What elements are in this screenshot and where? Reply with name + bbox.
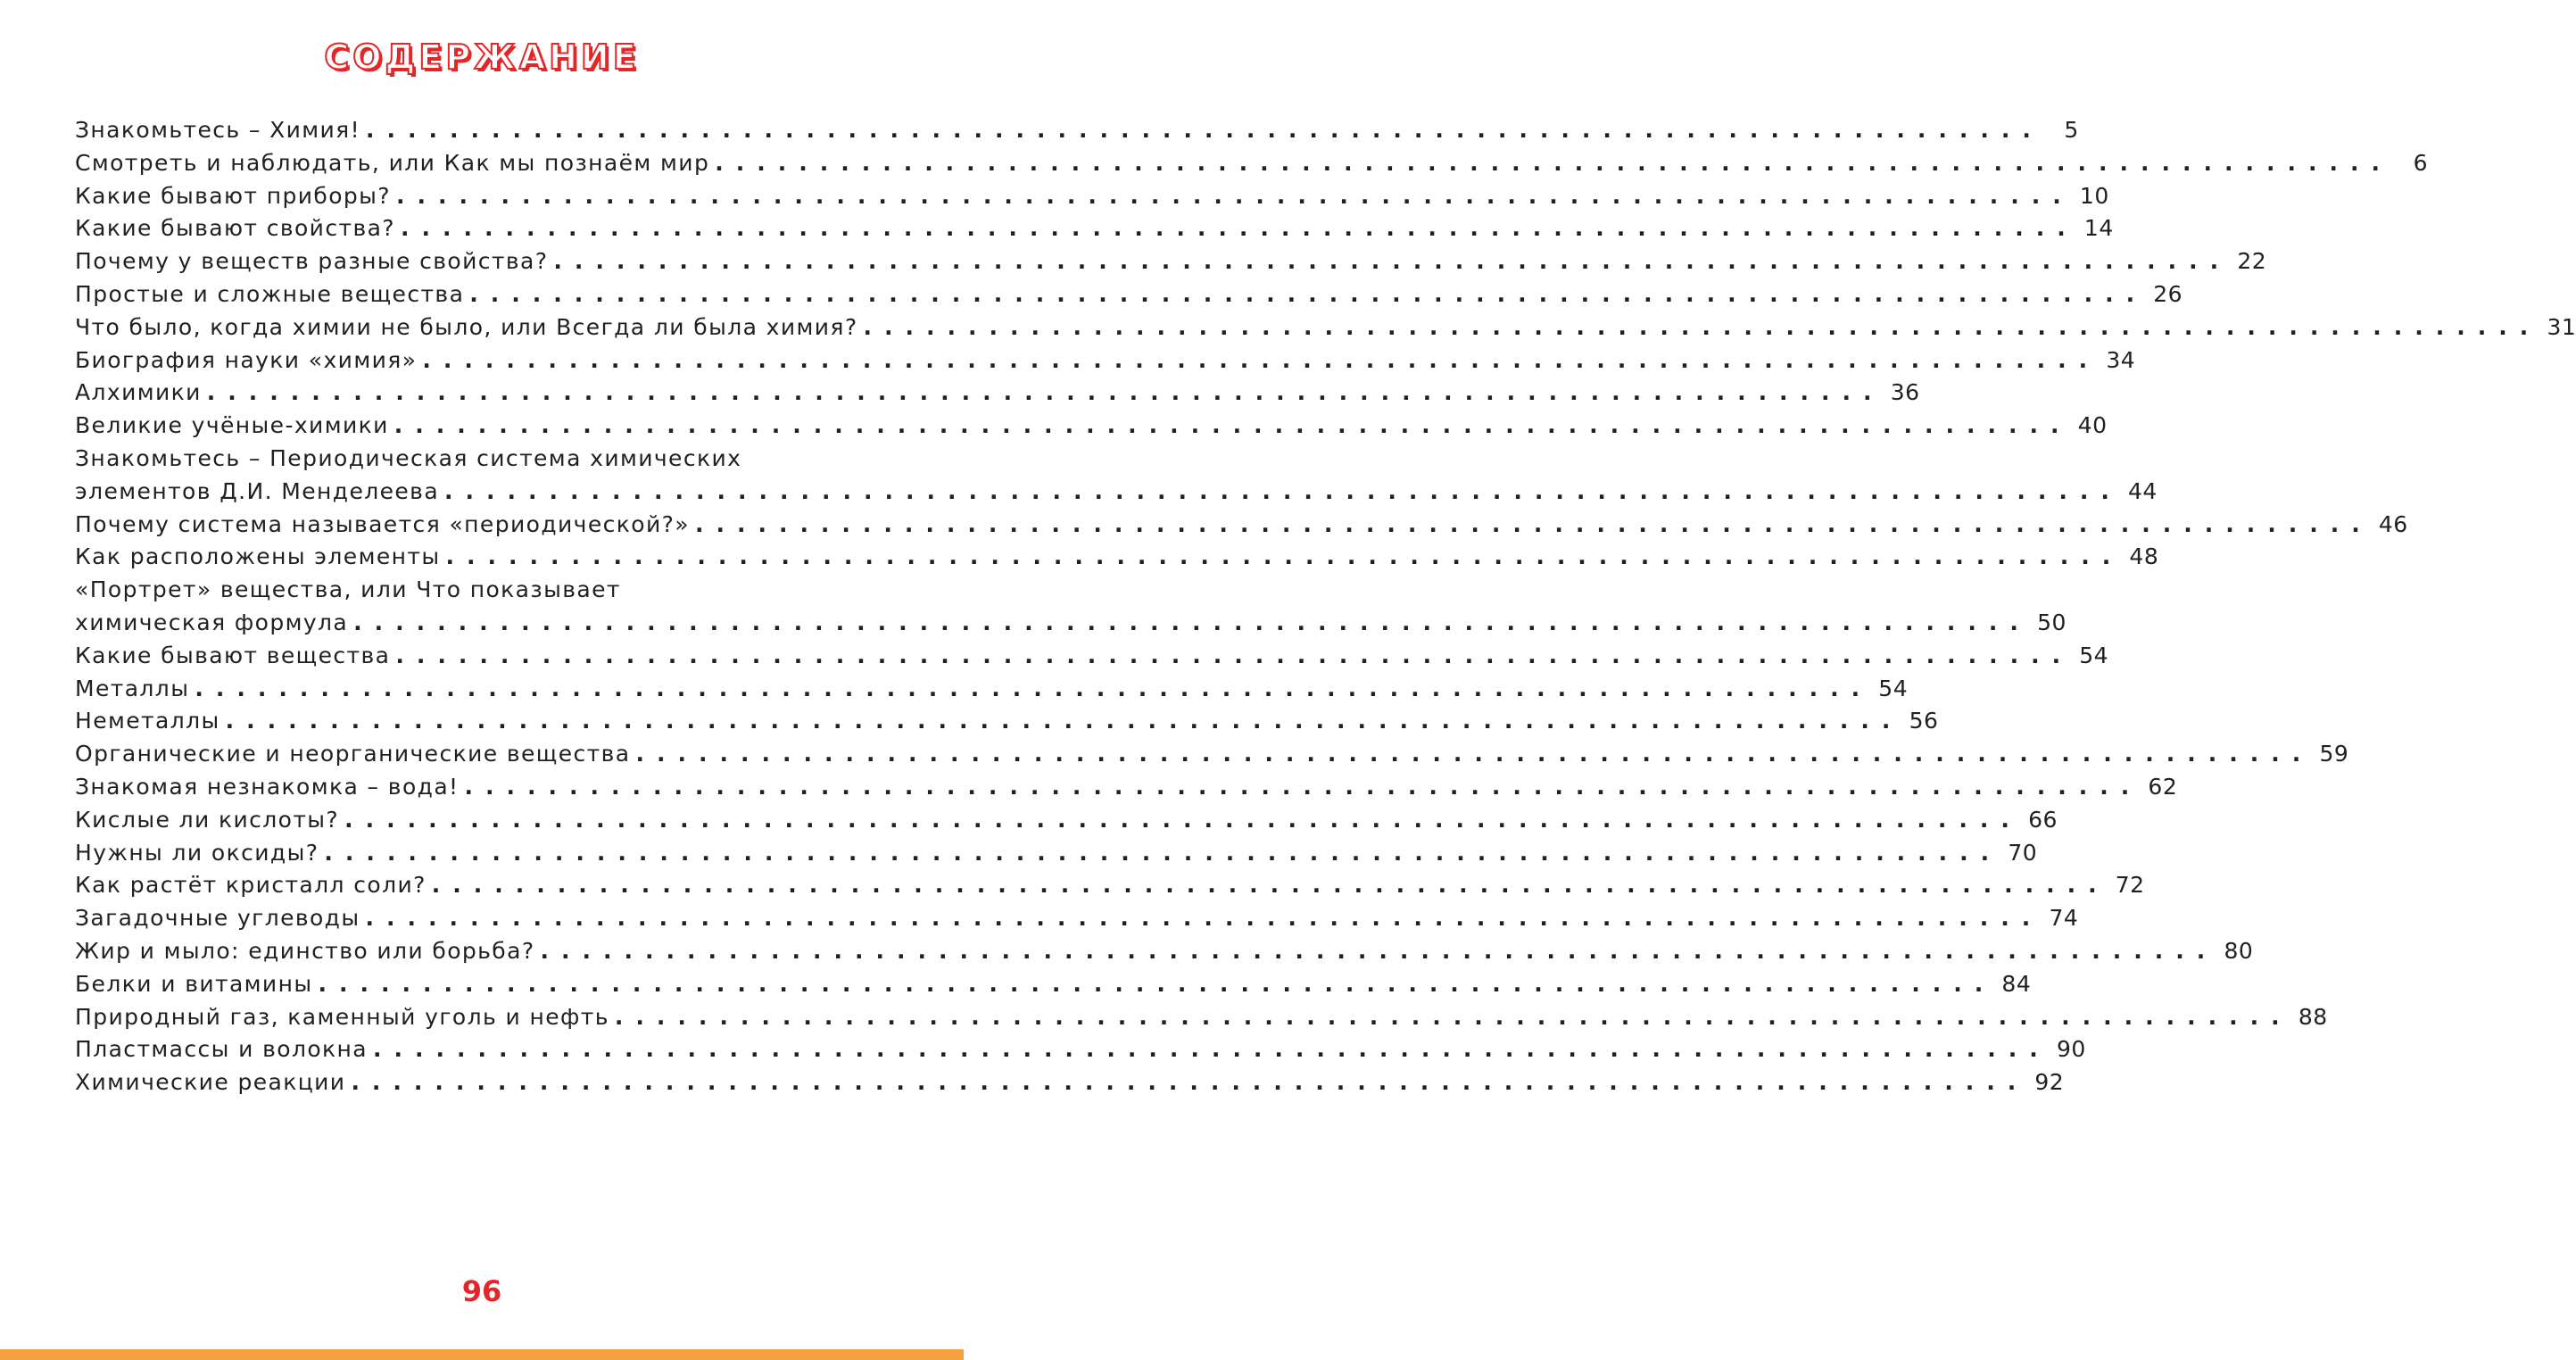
- toc-leader-dots: ................................................................................: [365, 905, 2043, 932]
- toc-entry-page: 74: [2049, 905, 2079, 932]
- toc-entry-title: Алхимики: [75, 379, 202, 406]
- toc-entry-page: 80: [2224, 937, 2254, 964]
- toc-entry[interactable]: [75, 574, 924, 607]
- toc-entry-page: 54: [2079, 642, 2109, 668]
- toc-entry[interactable]: [75, 245, 2267, 278]
- toc-entry[interactable]: [75, 738, 2349, 771]
- toc-leader-dots: ................................................................................: [344, 806, 2022, 833]
- toc-entry-page: 46: [2378, 510, 2408, 537]
- toc-leader-dots: ................................................................................: [444, 477, 2122, 504]
- toc-entry-title: Химические реакции: [75, 1069, 346, 1096]
- toc-entry-title: Неметаллы: [75, 708, 220, 734]
- toc-entry-title: Как растёт кристалл соли?: [75, 872, 427, 899]
- toc-entry-title: Какие бывают вещества: [75, 642, 391, 668]
- toc-entry-page: 48: [2129, 543, 2159, 570]
- toc-entry-page: 84: [2001, 970, 2032, 997]
- toc-entry-page: 72: [2115, 872, 2145, 899]
- toc-entry[interactable]: [75, 902, 2079, 935]
- toc-entry[interactable]: [75, 212, 2114, 245]
- toc-leader-dots: ................................................................................: [553, 248, 2232, 275]
- toc-entry-page: 59: [2319, 741, 2349, 767]
- toc-entry[interactable]: [75, 771, 2178, 804]
- toc-entry-title: Загадочные углеводы: [75, 905, 360, 932]
- toc-entry[interactable]: [75, 804, 2058, 837]
- toc-leader-dots: ................................................................................: [469, 280, 2148, 307]
- toc-entry[interactable]: [75, 114, 2079, 147]
- toc-leader-dots: ................................................................................: [694, 510, 2373, 537]
- toc-entry-title: Знакомьтесь – Химия!: [75, 117, 361, 143]
- toc-entry-title: Жир и мыло: единство или борьба?: [75, 937, 535, 964]
- toc-leader-dots: ................................................................................: [715, 149, 2392, 176]
- toc-leader-dots: ................................................................................: [540, 937, 2218, 964]
- toc-leader-dots: ................................................................................: [206, 379, 1884, 406]
- toc-entry-title: Смотреть и наблюдать, или Как мы познаём мир: [75, 149, 710, 176]
- toc-entry-page: 10: [2079, 182, 2109, 209]
- toc-entry[interactable]: [75, 311, 2576, 344]
- toc-entry-title: Знакомьтесь – Периодическая система химических: [75, 444, 742, 471]
- toc-leader-dots: ................................................................................: [393, 412, 2072, 439]
- toc-entry[interactable]: [75, 1033, 2086, 1066]
- toc-leader-dots: ................................................................................: [863, 313, 2541, 340]
- toc-entry-page: 5: [2064, 117, 2079, 143]
- toc-entry[interactable]: [75, 935, 2254, 968]
- toc-entry-page: 90: [2056, 1036, 2086, 1063]
- toc-entry-title: «Портрет» вещества, или Что показывает: [75, 576, 621, 603]
- toc-entry-title: Что было, когда химии не было, или Всегда ли была химия?: [75, 313, 858, 340]
- toc-entry[interactable]: [75, 377, 1920, 410]
- toc-entry[interactable]: [75, 147, 2428, 180]
- toc-entry[interactable]: [75, 509, 2408, 542]
- toc-entry-page: 70: [2008, 839, 2038, 866]
- toc-entry-title: Кислые ли кислоты?: [75, 806, 340, 833]
- toc-leader-dots: ................................................................................: [395, 182, 2074, 209]
- page-title: СОДЕРЖАНИЕ: [324, 37, 640, 77]
- toc-entry-page: 6: [2413, 149, 2428, 176]
- toc-leader-dots: ................................................................................: [351, 1069, 2029, 1096]
- toc-entry-title: Какие бывают приборы?: [75, 182, 391, 209]
- toc-leader-dots: ................................................................................: [395, 642, 2074, 668]
- toc-entry-title: Природный газ, каменный уголь и нефть: [75, 1003, 609, 1030]
- toc-leader-dots: ................................................................................: [225, 708, 1903, 734]
- toc-leader-dots: ................................................................................: [422, 346, 2100, 373]
- toc-leader-dots: ................................................................................: [464, 773, 2142, 800]
- toc-entry-page: 22: [2237, 248, 2267, 275]
- toc-entry[interactable]: [75, 607, 2067, 640]
- toc-entry-page: 88: [2298, 1003, 2328, 1030]
- toc-entry-page: 36: [1890, 379, 1920, 406]
- toc-entry-title: Пластмассы и волокна: [75, 1036, 369, 1063]
- toc-leader-dots: ................................................................................: [614, 1003, 2292, 1030]
- toc-entry-page: 44: [2128, 477, 2158, 504]
- toc-entry-title: Белки и витамины: [75, 970, 313, 997]
- toc-entry-title: Металлы: [75, 675, 190, 701]
- toc-entry-title: Органические и неорганические вещества: [75, 741, 631, 767]
- toc-entry[interactable]: [75, 968, 2032, 1001]
- toc-entry-page: 31: [2547, 313, 2576, 340]
- toc-entry-page: 92: [2034, 1069, 2065, 1096]
- toc-entry[interactable]: [75, 705, 1939, 738]
- toc-entry-page: 34: [2106, 346, 2136, 373]
- toc-entry[interactable]: [75, 640, 2109, 673]
- toc-entry[interactable]: [75, 410, 2108, 443]
- toc-leader-dots: ................................................................................: [195, 675, 1873, 701]
- toc-entry-title: химическая формула: [75, 609, 349, 635]
- toc-entry-title: Как расположены элементы: [75, 543, 441, 570]
- toc-leader-dots: ................................................................................: [366, 117, 2043, 143]
- toc-entry-title: Почему система называется «периодической?»: [75, 510, 690, 537]
- toc-entry[interactable]: [75, 1066, 2065, 1099]
- bottom-stripe: [0, 1349, 964, 1360]
- toc-entry[interactable]: [75, 278, 2183, 311]
- toc-entry-title: элементов Д.И. Менделеева: [75, 477, 440, 504]
- toc-leader-dots: ................................................................................: [324, 839, 2002, 866]
- toc-entry[interactable]: [75, 1001, 2328, 1034]
- toc-entry-page: 56: [1909, 708, 1939, 734]
- toc-entry[interactable]: [75, 344, 2136, 377]
- toc-entry-title: Биография науки «химия»: [75, 346, 418, 373]
- toc-entry[interactable]: [75, 443, 924, 476]
- page-number: 96: [461, 1274, 502, 1308]
- toc-entry-page: 50: [2037, 609, 2067, 635]
- toc-leader-dots: ................................................................................: [318, 970, 1996, 997]
- toc-leader-dots: ................................................................................: [635, 741, 2314, 767]
- toc-entry-title: Знакомая незнакомка – вода!: [75, 773, 460, 800]
- toc-entry-page: 54: [1878, 675, 1909, 701]
- toc-leader-dots: ................................................................................: [431, 872, 2109, 899]
- toc-entry-title: Какие бывают свойства?: [75, 215, 395, 242]
- toc-entry-title: Великие учёные-химики: [75, 412, 389, 439]
- toc-entry[interactable]: [75, 869, 2145, 902]
- toc-entry-title: Нужны ли оксиды?: [75, 839, 319, 866]
- toc-entry-page: 40: [2077, 412, 2108, 439]
- toc-leader-dots: ................................................................................: [353, 609, 2031, 635]
- toc-entry-page: 66: [2028, 806, 2058, 833]
- toc-entry-page: 14: [2083, 215, 2114, 242]
- toc-entry-page: 62: [2148, 773, 2178, 800]
- toc-leader-dots: ................................................................................: [373, 1036, 2050, 1063]
- toc-entry-title: Простые и сложные вещества: [75, 280, 465, 307]
- table-of-contents: [75, 114, 2576, 1099]
- toc-entry-page: 26: [2153, 280, 2183, 307]
- toc-leader-dots: ................................................................................: [400, 215, 2078, 242]
- toc-leader-dots: ................................................................................: [445, 543, 2124, 570]
- toc-entry[interactable]: [75, 476, 2158, 509]
- toc-entry-title: Почему у веществ разные свойства?: [75, 248, 549, 275]
- toc-entry[interactable]: [75, 673, 1909, 706]
- toc-entry[interactable]: [75, 180, 2109, 213]
- toc-entry[interactable]: [75, 837, 2038, 870]
- toc-entry[interactable]: [75, 541, 2159, 574]
